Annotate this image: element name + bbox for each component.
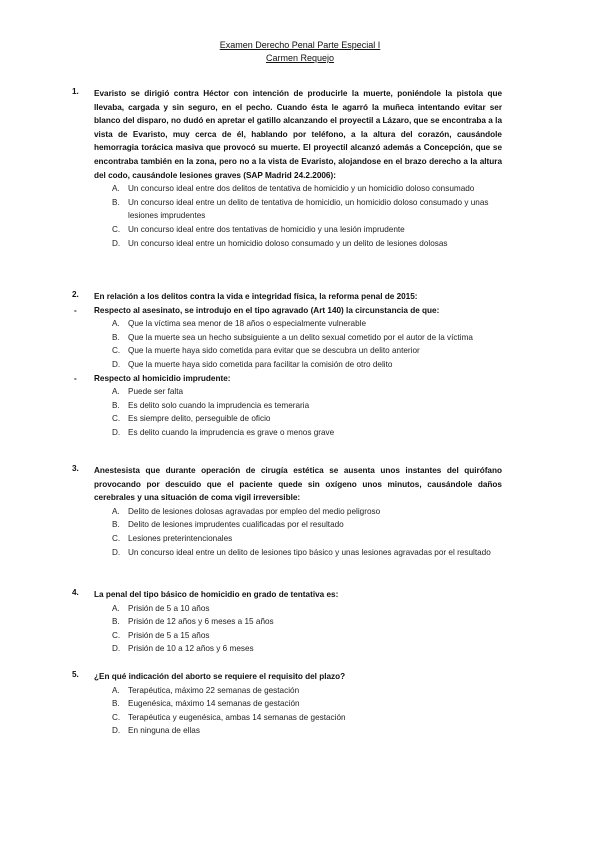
options-list — [94, 684, 502, 738]
option: A. Puede ser falta — [112, 387, 184, 397]
options-list — [94, 602, 502, 656]
option: A. Terapéutica, máximo 22 semanas de gestación — [112, 685, 300, 695]
option: D. Prisión de 10 a 12 años y 6 meses — [112, 644, 254, 654]
question-1 — [72, 87, 502, 250]
option: B. Eugenésica, máximo 14 semanas de gestación — [112, 699, 300, 709]
question-text: En relación a los delitos contra la vida e integridad física, la reforma penal de 2015: — [94, 292, 418, 301]
option: B. Prisión de 12 años y 6 meses a 15 años — [112, 617, 274, 627]
subsection-homicidio-imprudente: - Respecto al homicidio imprudente: — [74, 373, 231, 383]
option: C. Un concurso ideal entre dos tentativas de homicidio y una lesión imprudente — [112, 224, 405, 234]
subsection-asesinato: - Respecto al asesinato, se introdujo en el tipo agravado (Art 140) la circunstancia de que: — [74, 305, 440, 315]
option: D. Un concurso ideal entre un homicidio doloso consumado y un delito de lesiones dolosas — [112, 238, 448, 248]
author-name: Carmen Requejo — [265, 53, 335, 63]
question-number: 3. — [72, 464, 79, 473]
question-text: Anestesista que durante operación de cirugía estética se ausenta unos instantes del quirófano provocando por descuido que el paciente quede sin oxígeno unos minutos, causándole daños cerebrales y una situación de coma vigil irreversible: — [94, 466, 502, 503]
option: A. Delito de lesiones dolosas agravadas por empleo del medio peligroso — [112, 506, 381, 516]
option: B. Que la muerte sea un hecho subsiguiente a un delito sexual cometido por el autor de la víctima — [112, 332, 473, 342]
option: A. Un concurso ideal entre dos delitos de tentativa de homicidio y un homicidio doloso consumado — [112, 184, 475, 194]
options-list — [94, 182, 502, 250]
option: D. Es delito cuando la imprudencia es grave o menos grave — [112, 427, 335, 437]
option: C. Prisión de 5 a 15 años — [112, 630, 210, 640]
question-number: 4. — [72, 588, 79, 597]
question-text: La penal del tipo básico de homicidio en grado de tentativa es: — [94, 590, 339, 599]
question-number: 1. — [72, 87, 79, 96]
question-2 — [72, 290, 502, 440]
option: C. Terapéutica y eugenésica, ambas 14 semanas de gestación — [112, 712, 346, 722]
option: C. Que la muerte haya sido cometida para evitar que se descubra un delito anterior — [112, 346, 420, 356]
option: C. Lesiones preterintencionales — [112, 533, 233, 543]
question-5 — [72, 670, 502, 738]
option: B. Un concurso ideal entre un delito de tentativa de homicidio, un homicidio doloso consumado y unas lesiones imprudentes — [112, 197, 489, 221]
option: C. Es siempre delito, perseguible de oficio — [112, 414, 271, 424]
options-list — [94, 317, 502, 371]
option: A. Que la víctima sea menor de 18 años o especialmente vulnerable — [112, 319, 367, 329]
options-list — [94, 505, 502, 559]
question-4 — [72, 588, 502, 656]
question-3 — [72, 464, 502, 559]
page-title: Examen Derecho Penal Parte Especial I — [219, 40, 381, 50]
option: A. Prisión de 5 a 10 años — [112, 603, 210, 613]
option: B. Delito de lesiones imprudentes cualificadas por el resultado — [112, 520, 344, 530]
question-number: 2. — [72, 290, 79, 299]
option: D. Un concurso ideal entre un delito de lesiones tipo básico y unas lesiones agravadas por el resultado — [112, 547, 491, 557]
question-text: Evaristo se dirigió contra Héctor con intención de producirle la muerte, poniéndole la pistola que llevaba, cargada y sin seguro, en el pecho. Cuando ésta le agarró la muñeca intentando evitar ser blanco del disparo, no dudó en apretar el gatillo alcanzando el proyectil a Lázaro, que se encontraba a la vista de Evaristo, muy cerca de él, hablando por teléfono, a la altura del corazón, causándole hemorragia torácica masiva que provocó su muerte. El proyectil alcanzó además a Concepción, que se encontraba también en la zona, pero no a la vista de Evaristo, alojandose en el brazo derecho a la altura del codo, causándole lesiones graves (SAP Madrid 24.2.2006): — [94, 89, 502, 180]
question-number: 5. — [72, 670, 79, 679]
options-list — [94, 385, 502, 439]
option: B. Es delito solo cuando la imprudencia es temeraria — [112, 400, 310, 410]
option: D. Que la muerte haya sido cometida para facilitar la comisión de otro delito — [112, 359, 393, 369]
option: D. En ninguna de ellas — [112, 726, 200, 736]
question-text: ¿En qué indicación del aborto se requiere el requisito del plazo? — [94, 672, 346, 681]
